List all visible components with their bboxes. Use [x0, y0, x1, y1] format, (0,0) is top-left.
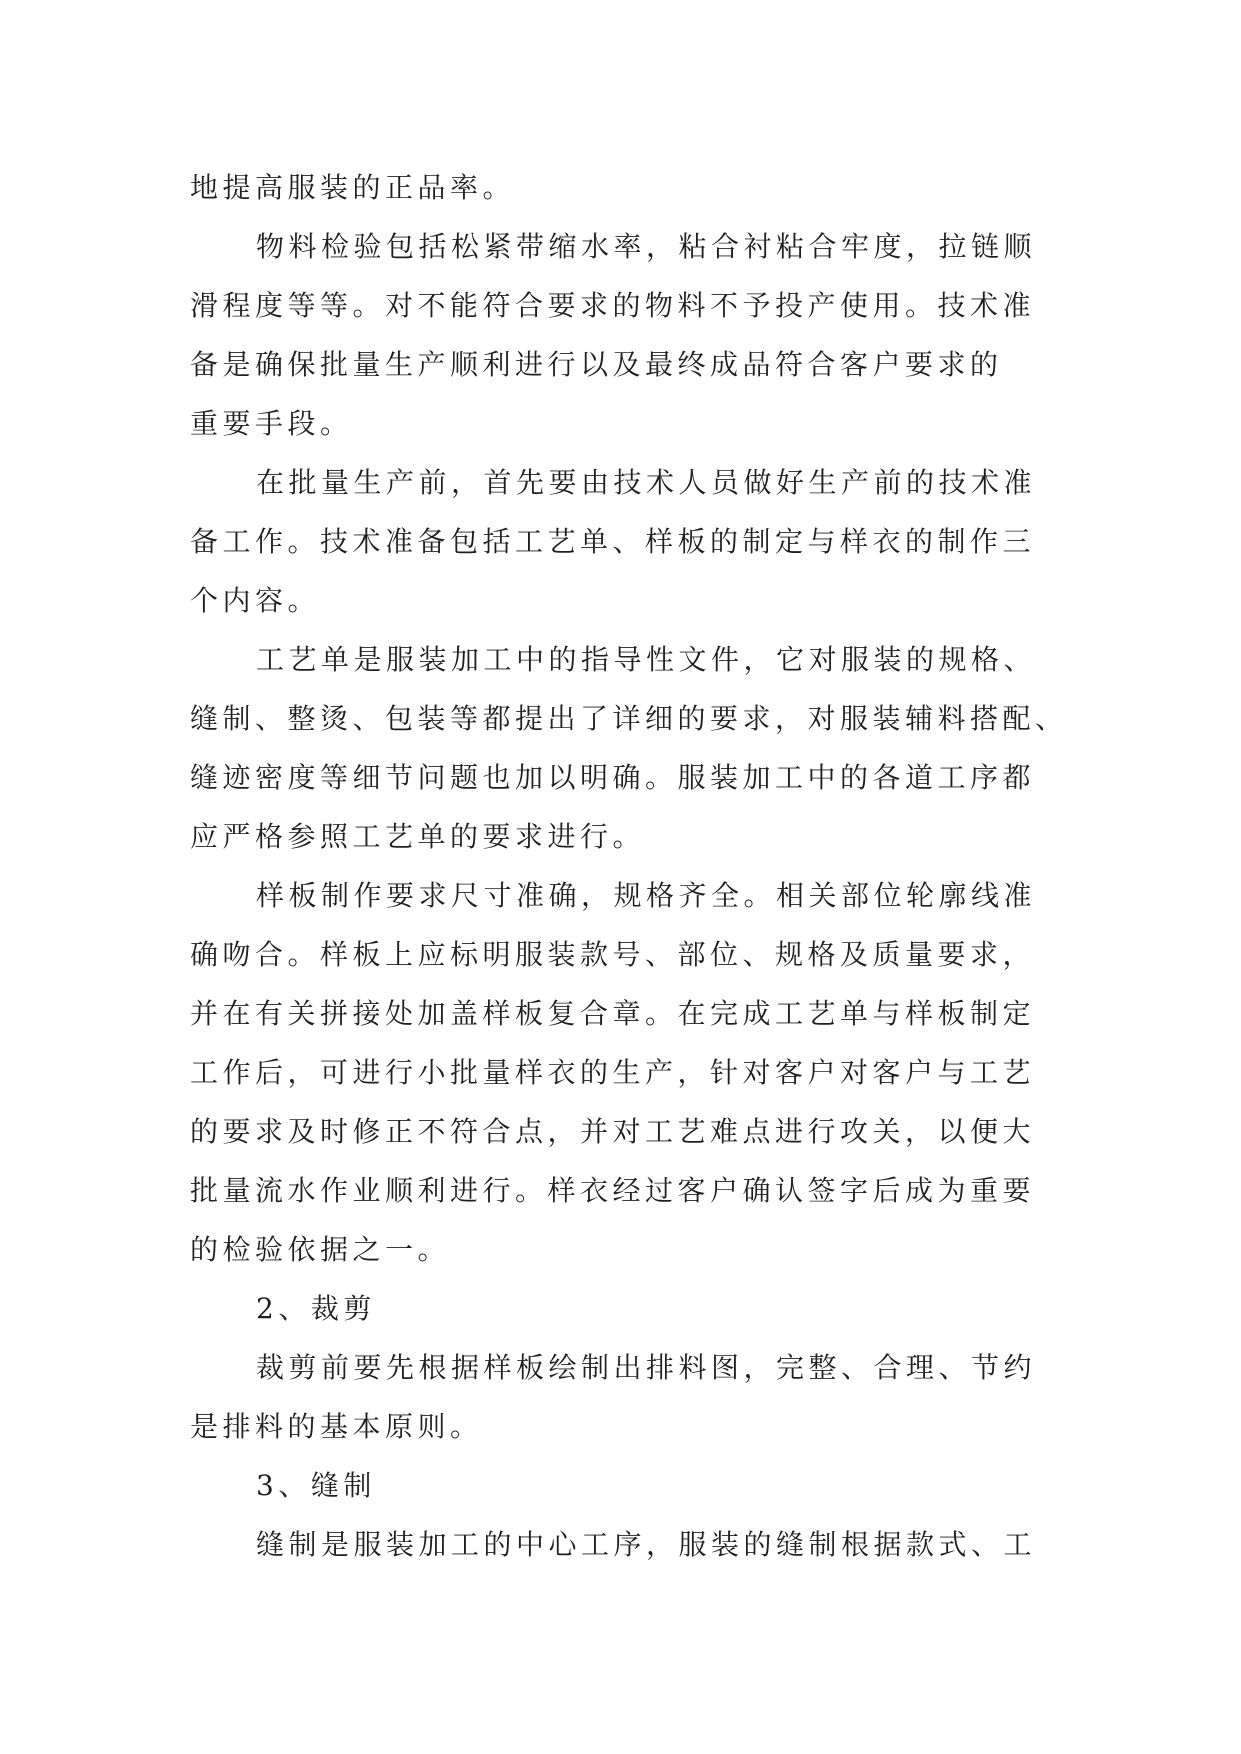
- text-line: 备工作。技术准备包括工艺单、样板的制定与样衣的制作三: [190, 525, 1036, 558]
- text-line: 确吻合。样板上应标明服装款号、部位、规格及质量要求，: [190, 938, 1036, 971]
- paragraph-start-line: 缝制是服装加工的中心工序，服装的缝制根据款式、工: [256, 1528, 1037, 1561]
- text-line: 的要求及时修正不符合点，并对工艺难点进行攻关，以便大: [190, 1115, 1036, 1148]
- section-heading: 3、缝制: [256, 1469, 376, 1502]
- paragraph-start-line: 在批量生产前，首先要由技术人员做好生产前的技术准: [256, 466, 1037, 499]
- paragraph-start-line: 物料检验包括松紧带缩水率，粘合衬粘合牢度，拉链顺: [256, 230, 1037, 263]
- text-line: 重要手段。: [190, 407, 353, 440]
- text-line: 备是确保批量生产顺利进行以及最终成品符合客户要求的: [190, 348, 1003, 381]
- paragraph-start-line: 样板制作要求尺寸准确，规格齐全。相关部位轮廓线准: [256, 879, 1037, 912]
- text-line: 个内容。: [190, 584, 321, 617]
- text-line: 滑程度等等。对不能符合要求的物料不予投产使用。技术准: [190, 289, 1036, 322]
- section-heading: 2、裁剪: [256, 1292, 376, 1325]
- text-line: 批量流水作业顺利进行。样衣经过客户确认签字后成为重要: [190, 1174, 1036, 1207]
- text-line: 并在有关拼接处加盖样板复合章。在完成工艺单与样板制定: [190, 997, 1036, 1030]
- text-line: 应严格参照工艺单的要求进行。: [190, 820, 646, 853]
- text-line: 的检验依据之一。: [190, 1233, 451, 1266]
- paragraph-start-line: 工艺单是服装加工中的指导性文件，它对服装的规格、: [256, 643, 1037, 676]
- text-line: 缝迹密度等细节问题也加以明确。服装加工中的各道工序都: [190, 761, 1036, 794]
- paragraph-start-line: 裁剪前要先根据样板绘制出排料图，完整、合理、节约: [256, 1351, 1037, 1384]
- text-line: 地提高服装的正品率。: [190, 171, 516, 204]
- text-line: 是排料的基本原则。: [190, 1410, 483, 1443]
- text-line: 缝制、整烫、包装等都提出了详细的要求，对服装辅料搭配、: [190, 702, 1068, 735]
- document-body: [190, 158, 1068, 1574]
- text-line: 工作后，可进行小批量样衣的生产，针对客户对客户与工艺: [190, 1056, 1036, 1089]
